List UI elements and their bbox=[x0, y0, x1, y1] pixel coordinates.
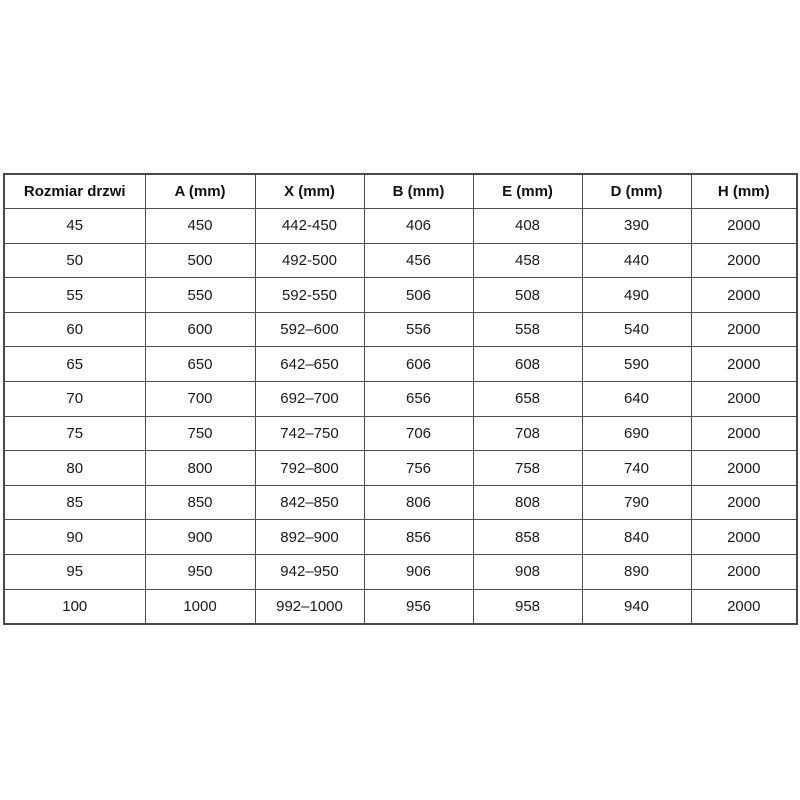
table-cell: 390 bbox=[582, 209, 691, 244]
table-cell: 2000 bbox=[691, 485, 797, 520]
table-cell: 75 bbox=[4, 416, 145, 451]
table-row-45 bbox=[4, 209, 797, 244]
table-cell: 2000 bbox=[691, 209, 797, 244]
table-cell: 690 bbox=[582, 416, 691, 451]
table-cell: 592-550 bbox=[255, 278, 364, 313]
table-cell: 2000 bbox=[691, 243, 797, 278]
table-cell: 2000 bbox=[691, 555, 797, 590]
table-row-50 bbox=[4, 243, 797, 278]
table-row-75 bbox=[4, 416, 797, 451]
table-cell: 80 bbox=[4, 451, 145, 486]
table-cell: 650 bbox=[145, 347, 255, 382]
table-cell: 406 bbox=[364, 209, 473, 244]
table-cell: 2000 bbox=[691, 520, 797, 555]
table-cell: 508 bbox=[473, 278, 582, 313]
table-row-100 bbox=[4, 589, 797, 624]
table-cell: 50 bbox=[4, 243, 145, 278]
table-cell: 658 bbox=[473, 382, 582, 417]
table-row-80 bbox=[4, 451, 797, 486]
table-cell: 640 bbox=[582, 382, 691, 417]
table-cell: 908 bbox=[473, 555, 582, 590]
table-cell: 2000 bbox=[691, 382, 797, 417]
table-cell: 592–600 bbox=[255, 312, 364, 347]
door-sizes-table-container bbox=[3, 173, 796, 625]
header-row bbox=[4, 174, 797, 209]
door-sizes-table bbox=[3, 173, 798, 625]
table-cell: 806 bbox=[364, 485, 473, 520]
table-cell: 792–800 bbox=[255, 451, 364, 486]
table-cell: 506 bbox=[364, 278, 473, 313]
table-cell: 906 bbox=[364, 555, 473, 590]
table-cell: 958 bbox=[473, 589, 582, 624]
table-cell: 55 bbox=[4, 278, 145, 313]
column-header-1: A (mm) bbox=[145, 174, 255, 209]
table-cell: 606 bbox=[364, 347, 473, 382]
table-cell: 890 bbox=[582, 555, 691, 590]
table-cell: 656 bbox=[364, 382, 473, 417]
table-cell: 758 bbox=[473, 451, 582, 486]
table-cell: 608 bbox=[473, 347, 582, 382]
table-cell: 590 bbox=[582, 347, 691, 382]
table-cell: 85 bbox=[4, 485, 145, 520]
table-cell: 850 bbox=[145, 485, 255, 520]
table-cell: 2000 bbox=[691, 278, 797, 313]
column-header-4: E (mm) bbox=[473, 174, 582, 209]
table-cell: 558 bbox=[473, 312, 582, 347]
table-cell: 492-500 bbox=[255, 243, 364, 278]
table-cell: 2000 bbox=[691, 451, 797, 486]
table-cell: 550 bbox=[145, 278, 255, 313]
table-cell: 600 bbox=[145, 312, 255, 347]
table-cell: 756 bbox=[364, 451, 473, 486]
table-cell: 840 bbox=[582, 520, 691, 555]
table-cell: 790 bbox=[582, 485, 691, 520]
table-cell: 440 bbox=[582, 243, 691, 278]
table-row-60 bbox=[4, 312, 797, 347]
table-cell: 540 bbox=[582, 312, 691, 347]
table-row-65 bbox=[4, 347, 797, 382]
table-cell: 100 bbox=[4, 589, 145, 624]
table-cell: 456 bbox=[364, 243, 473, 278]
table-cell: 742–750 bbox=[255, 416, 364, 451]
table-cell: 95 bbox=[4, 555, 145, 590]
table-cell: 60 bbox=[4, 312, 145, 347]
table-row-85 bbox=[4, 485, 797, 520]
table-cell: 900 bbox=[145, 520, 255, 555]
table-row-55 bbox=[4, 278, 797, 313]
table-cell: 490 bbox=[582, 278, 691, 313]
table-cell: 500 bbox=[145, 243, 255, 278]
table-cell: 2000 bbox=[691, 312, 797, 347]
table-header bbox=[4, 174, 797, 209]
table-cell: 1000 bbox=[145, 589, 255, 624]
table-cell: 2000 bbox=[691, 589, 797, 624]
table-cell: 45 bbox=[4, 209, 145, 244]
table-cell: 842–850 bbox=[255, 485, 364, 520]
table-row-70 bbox=[4, 382, 797, 417]
table-cell: 642–650 bbox=[255, 347, 364, 382]
table-cell: 458 bbox=[473, 243, 582, 278]
table-cell: 950 bbox=[145, 555, 255, 590]
table-cell: 800 bbox=[145, 451, 255, 486]
table-cell: 856 bbox=[364, 520, 473, 555]
table-cell: 750 bbox=[145, 416, 255, 451]
table-cell: 940 bbox=[582, 589, 691, 624]
table-cell: 942–950 bbox=[255, 555, 364, 590]
table-cell: 692–700 bbox=[255, 382, 364, 417]
table-cell: 740 bbox=[582, 451, 691, 486]
table-cell: 2000 bbox=[691, 416, 797, 451]
table-cell: 556 bbox=[364, 312, 473, 347]
column-header-5: D (mm) bbox=[582, 174, 691, 209]
table-cell: 700 bbox=[145, 382, 255, 417]
column-header-0: Rozmiar drzwi bbox=[4, 174, 145, 209]
table-cell: 708 bbox=[473, 416, 582, 451]
table-cell: 442-450 bbox=[255, 209, 364, 244]
table-cell: 408 bbox=[473, 209, 582, 244]
table-cell: 90 bbox=[4, 520, 145, 555]
table-cell: 706 bbox=[364, 416, 473, 451]
table-row-95 bbox=[4, 555, 797, 590]
table-cell: 956 bbox=[364, 589, 473, 624]
table-cell: 992–1000 bbox=[255, 589, 364, 624]
table-body bbox=[4, 209, 797, 624]
column-header-3: B (mm) bbox=[364, 174, 473, 209]
column-header-6: H (mm) bbox=[691, 174, 797, 209]
table-cell: 65 bbox=[4, 347, 145, 382]
table-cell: 858 bbox=[473, 520, 582, 555]
table-cell: 70 bbox=[4, 382, 145, 417]
column-header-2: X (mm) bbox=[255, 174, 364, 209]
table-cell: 2000 bbox=[691, 347, 797, 382]
table-cell: 892–900 bbox=[255, 520, 364, 555]
table-cell: 450 bbox=[145, 209, 255, 244]
table-cell: 808 bbox=[473, 485, 582, 520]
table-row-90 bbox=[4, 520, 797, 555]
